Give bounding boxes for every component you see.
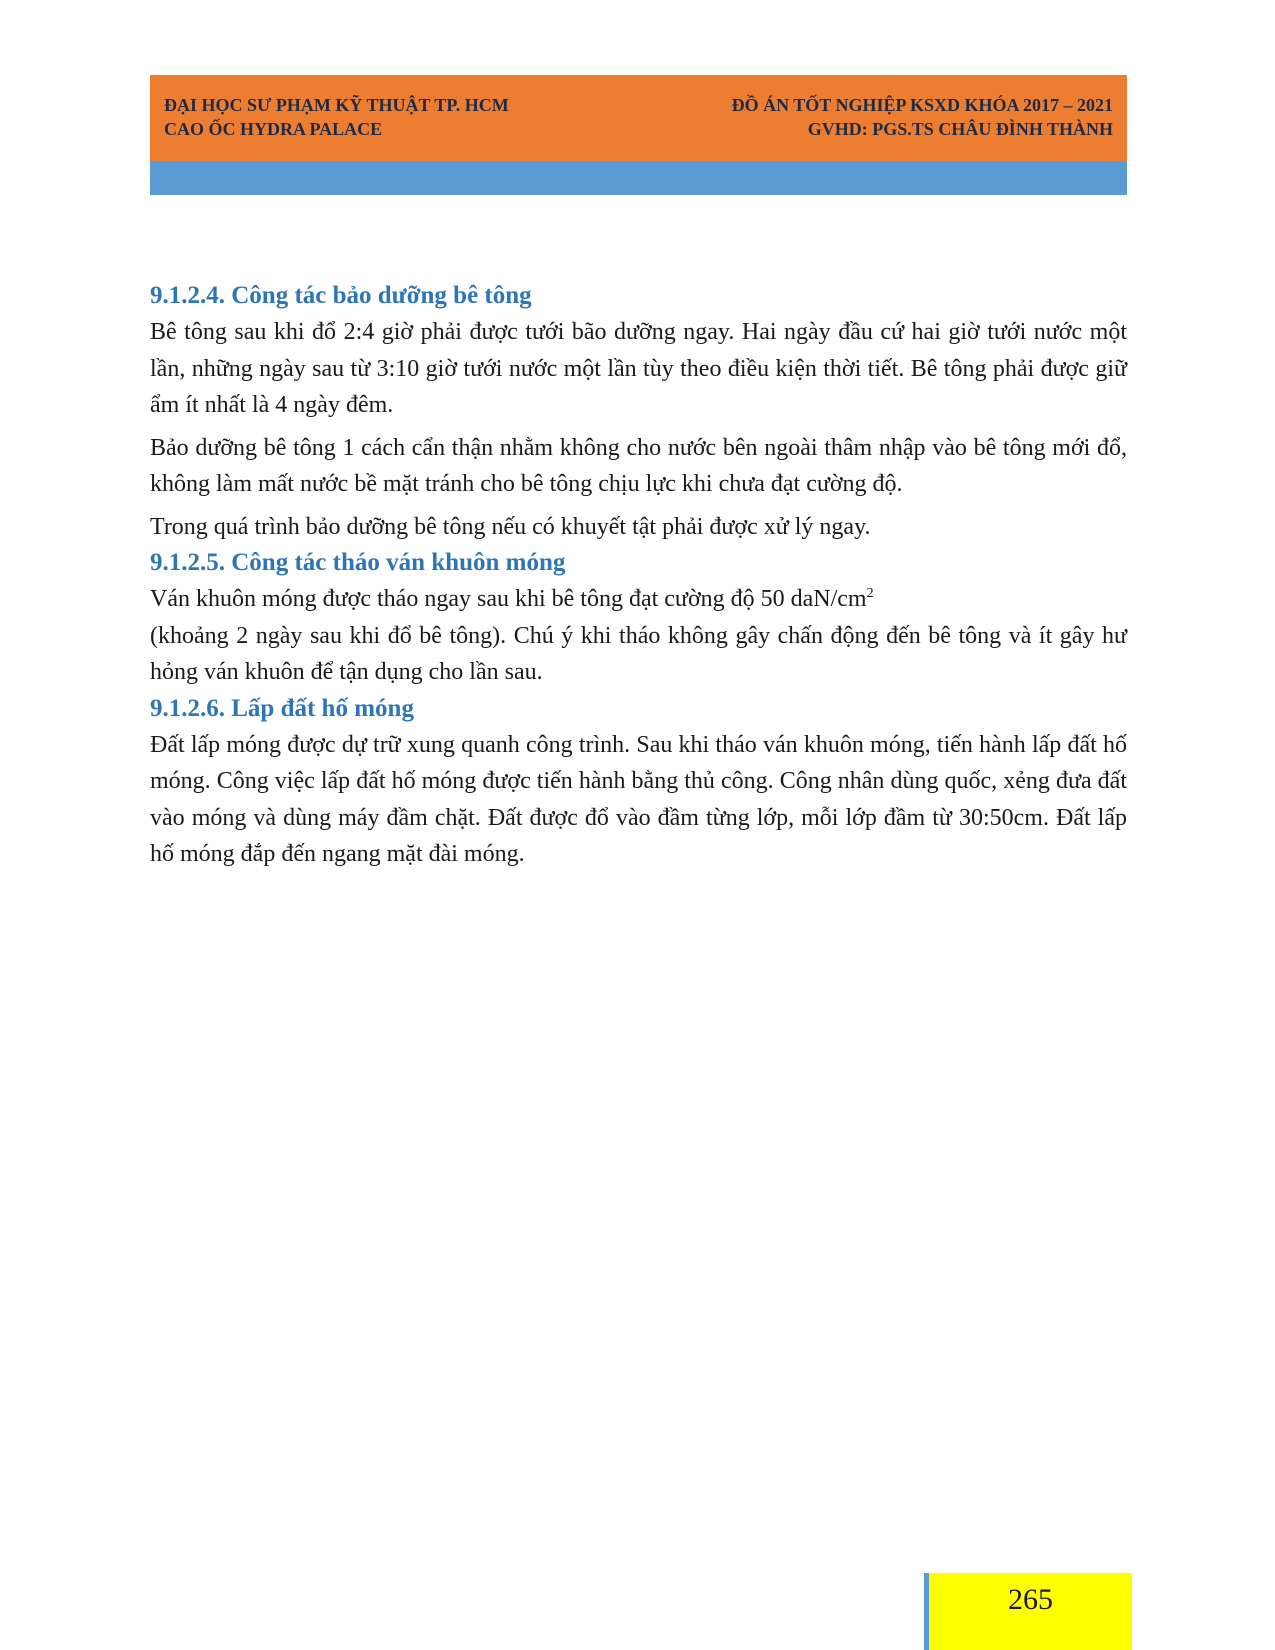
- paragraph: Trong quá trình bảo dưỡng bê tông nếu có khuyết tật phải được xử lý ngay.: [150, 513, 871, 540]
- header-blue-strip: [150, 161, 1127, 195]
- paragraph: Bảo dưỡng bê tông 1 cách cẩn thận nhằm không cho nước bên ngoài thâm nhập vào bê tông mới đổ, không làm mất nước bề mặt tránh cho bê tông chịu lực khi chưa đạt cường độ.: [150, 434, 1127, 497]
- page-header: [150, 75, 1127, 161]
- paragraph: Đất lấp móng được dự trữ xung quanh công trình. Sau khi tháo ván khuôn móng, tiến hành lấp đất hố móng. Công việc lấp đất hố móng được tiến hành bằng thủ công. Công nhân dùng quốc, xẻng đưa đất vào móng và dùng máy đầm chặt. Đất được đổ vào đầm từng lớp, mỗi lớp đầm từ 30:50cm. Đất lấp hố móng đắp đến ngang mặt đài móng.: [150, 731, 1127, 867]
- paragraph-text: Ván khuôn móng được tháo ngay sau khi bê tông đạt cường độ 50 daN/cm: [150, 586, 867, 612]
- section-heading-9-1-2-4: 9.1.2.4. Công tác bảo dưỡng bê tông: [150, 282, 532, 309]
- section-heading-9-1-2-6: 9.1.2.6. Lấp đất hố móng: [150, 694, 414, 722]
- page-number-box: [924, 1573, 1132, 1650]
- page-number: 265: [1008, 1583, 1053, 1616]
- paragraph: (khoảng 2 ngày sau khi đổ bê tông). Chú ý khi tháo không gây chấn động đến bê tông và ít gây hư hỏng ván khuôn để tận dụng cho lần sau.: [150, 622, 1127, 685]
- page-content: [150, 278, 1127, 873]
- section-heading-9-1-2-5: 9.1.2.5. Công tác tháo ván khuôn móng: [150, 549, 566, 576]
- university-name: ĐẠI HỌC SƯ PHẠM KỸ THUẬT TP. HCM: [164, 95, 509, 115]
- thesis-title: ĐỒ ÁN TỐT NGHIỆP KSXD KHÓA 2017 – 2021: [731, 95, 1113, 115]
- superscript: 2: [866, 586, 874, 601]
- advisor-name: GVHD: PGS.TS CHÂU ĐÌNH THÀNH: [807, 119, 1113, 139]
- paragraph: [150, 581, 1127, 618]
- project-name: CAO ỐC HYDRA PALACE: [164, 119, 383, 139]
- paragraph: Bê tông sau khi đổ 2:4 giờ phải được tưới bão dưỡng ngay. Hai ngày đầu cứ hai giờ tưới nước một lần, những ngày sau từ 3:10 giờ tưới nước một lần tùy theo điều kiện thời tiết. Bê tông phải được giữ ẩm ít nhất là 4 ngày đêm.: [150, 319, 1127, 418]
